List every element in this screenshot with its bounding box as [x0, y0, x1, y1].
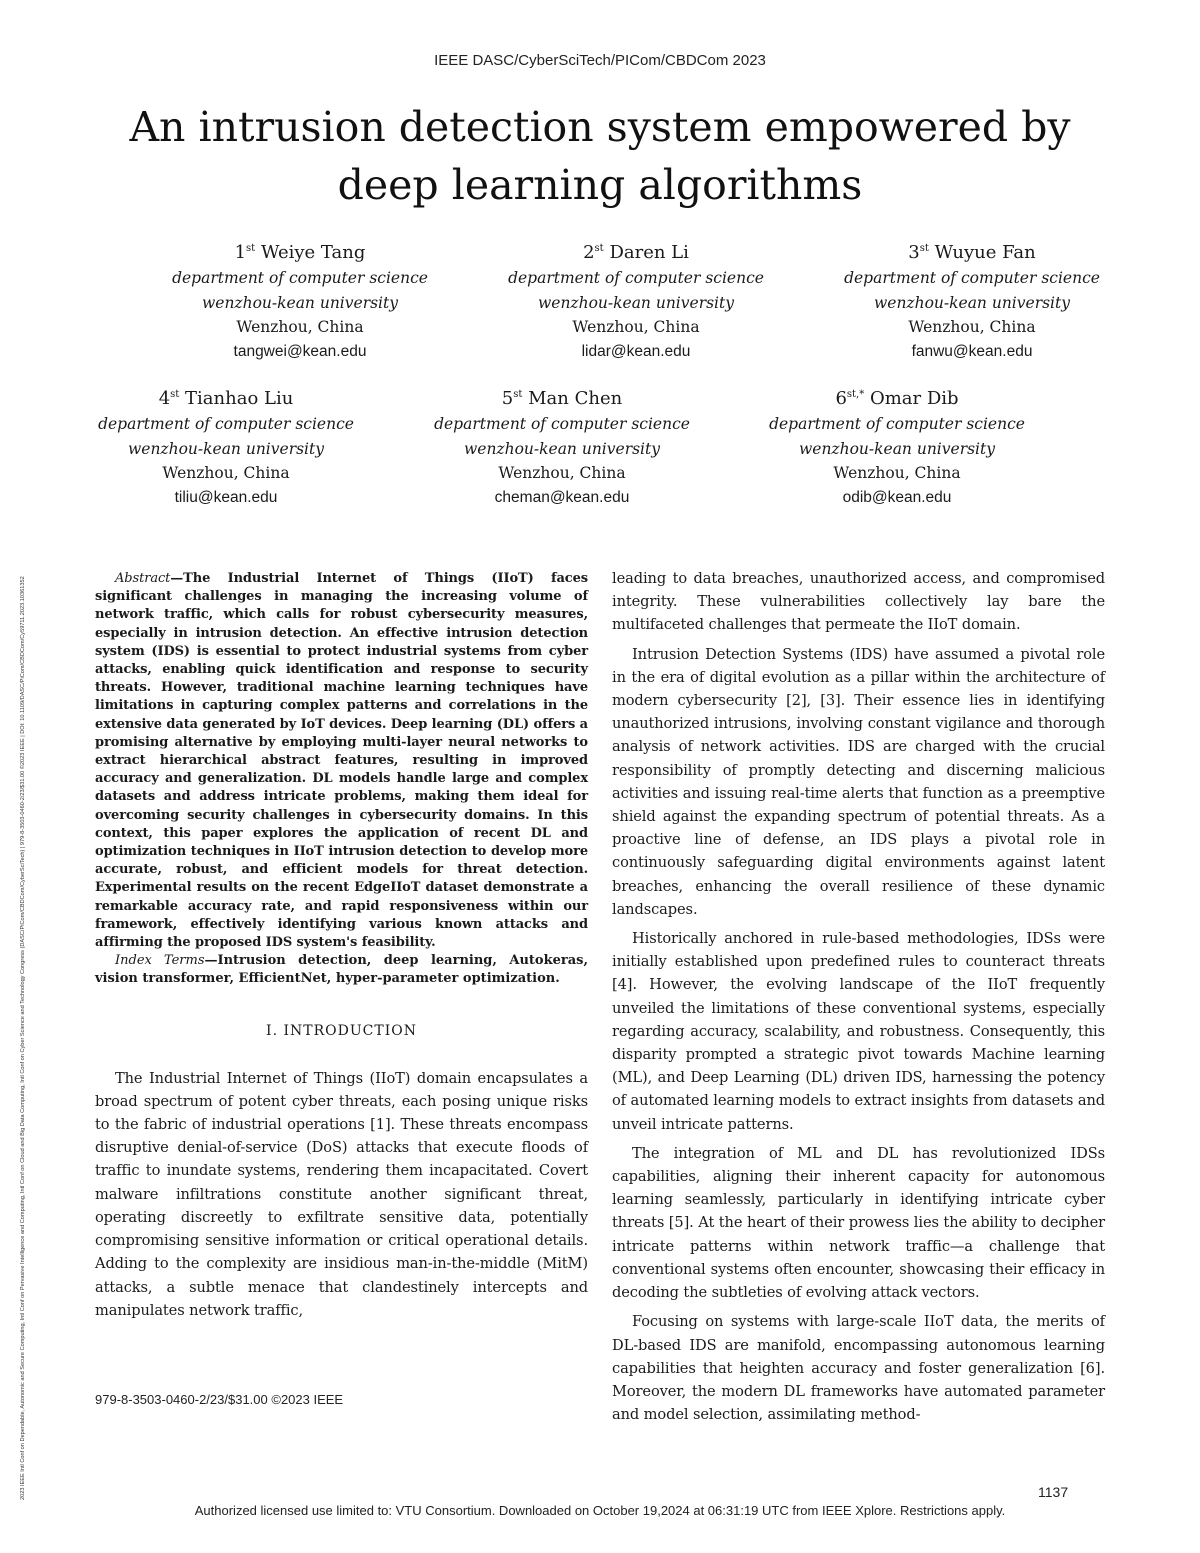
- author-university: wenzhou-kean university: [874, 293, 1070, 312]
- author-city: Wenzhou, China: [162, 464, 290, 482]
- author-university: wenzhou-kean university: [538, 293, 734, 312]
- left-column: [95, 570, 588, 1322]
- paragraph: The integration of ML and DL has revolutionized IDSs capabilities, aligning their inherent capacity for autonomous learning seamlessly, particularly in identifying intricate cyber threats [5]. At the heart of their prowess lies the ability to decipher intricate patterns within network traffic—a challenge that conventional systems often encounter, showcasing their efficacy in decoding the subtleties of evolving attack vectors.: [612, 1144, 1105, 1302]
- author-block-3: [822, 236, 1122, 364]
- author-email: tiliu@kean.edu: [174, 488, 278, 506]
- author-department: department of computer science: [844, 269, 1100, 287]
- author-name: 4st Tianhao Liu: [158, 388, 294, 409]
- author-block-5: [412, 382, 712, 510]
- author-university: wenzhou-kean university: [202, 293, 398, 312]
- paragraph: The Industrial Internet of Things (IIoT) domain encapsulates a broad spectrum of potent cyber threats, each posing unique risks to the fabric of industrial operations [1]. These threats encompass disruptive denial-of-service (DoS) attacks that execute floods of traffic to inundate systems, rendering them incapacitated. Covert malware infiltrations constitute another significant threat, operating discreetly to exfiltrate sensitive data, potentially compromising sensitive information or critical operational details. Adding to the complexity are insidious man-in-the-middle (MitM) attacks, a subtle menace that clandestinely intercepts and manipulates network traffic,: [95, 1069, 588, 1319]
- author-block-6: [747, 382, 1047, 510]
- author-block-2: [486, 236, 786, 364]
- author-city: Wenzhou, China: [908, 318, 1036, 336]
- download-footer: Authorized licensed use limited to: VTU Consortium. Downloaded on October 19,2024 at 06:31:19 UTC from IEEE Xplore. Restrictions apply.: [194, 1503, 1006, 1518]
- side-citation-text: 2023 IEEE Intl Conf on Dependable, Autonomic and Secure Computing, Intl Conf on Pervasive Intelligence and Computing, Intl Conf on Cloud and Big Data Computing, Intl Conf on Cyber Science and Technology Congress (DASC/PiCom/CBDCom/CyberSciTech) | 979-8-3503-0460-2/23/$31.00 ©2023 IEEE | DOI: 10.1109/DASC/PiCom/CBDCom/Cy59711.2023.10361352: [20, 576, 26, 1500]
- author-name: 3st Wuyue Fan: [908, 242, 1036, 263]
- abstract: Abstract—The Industrial Internet of Things (IIoT) faces significant challenges in managing the increasing volume of network traffic, which calls for robust cybersecurity measures, especially in intrusion detection. An effective intrusion detection system (IDS) is essential to protect industrial systems from cyber attacks, enabling quick identification and response to security threats. However, traditional machine learning techniques have limitations in capturing complex patterns and correlations in the extensive data generated by IoT devices. Deep learning (DL) offers a promising alternative by employing multi-layer neural networks to extract hierarchical abstract features, resulting in improved accuracy and generalization. DL models handle large and complex datasets and address intricate problems, making them ideal for overcoming security challenges in cybersecurity domains. In this context, this paper explores the application of recent DL and optimization techniques in IIoT intrusion detection to develop more accurate, robust, and efficient models for threat detection. Experimental results on the recent EdgeIIoT dataset demonstrate a remarkable accuracy rate, and rapid responsiveness within our framework, effectively identifying various known attacks and affirming the proposed IDS system's feasibility.: [95, 571, 588, 951]
- copyright-notice: 979-8-3503-0460-2/23/$31.00 ©2023 IEEE: [95, 1392, 344, 1407]
- author-name: 2st Daren Li: [583, 242, 689, 263]
- author-city: Wenzhou, China: [572, 318, 700, 336]
- paragraph: Focusing on systems with large-scale IIoT data, the merits of DL-based IDS are manifold, encompassing autonomous learning capabilities that heighten accuracy and foster generalization [6]. Moreover, the modern DL frameworks have automated parameter and model selection, assimilating method-: [612, 1313, 1105, 1424]
- section-heading: I. INTRODUCTION: [266, 1022, 417, 1039]
- author-block-1: [150, 236, 450, 364]
- paragraph: Historically anchored in rule-based methodologies, IDSs were initially established upon predefined rules to counteract threats [4]. However, the evolving landscape of the IIoT frequently unveiled the limitations of these conventional systems, especially regarding accuracy, scalability, and robustness. Consequently, this disparity prompted a strategic pivot towards Machine learning (ML), and Deep Learning (DL) driven IDS, harnessing the potency of automated learning models to extract insights from datasets and unveil intricate patterns.: [612, 930, 1105, 1133]
- paper-title: An intrusion detection system empowered by deep learning algorithms: [129, 103, 1071, 209]
- paragraph: Intrusion Detection Systems (IDS) have assumed a pivotal role in the era of digital evolution as a pillar within the architecture of modern cybersecurity [2], [3]. Their essence lies in identifying unauthorized intrusions, involving constant vigilance and thorough analysis of network activities. IDS are charged with the crucial responsibility of promptly detecting and discerning malicious activities and issuing real-time alerts that function as a preemptive shield against the expanding spectrum of potential threats. As a proactive line of defense, an IDS plays a pivotal role in continuously safeguarding digital environments against latent breaches, enhancing the overall resilience of these dynamic landscapes.: [612, 645, 1105, 918]
- author-name: $6^{st,*}$ Omar Dib: [835, 388, 959, 409]
- author-city: Wenzhou, China: [833, 464, 961, 482]
- author-email: fanwu@kean.edu: [911, 342, 1033, 360]
- author-department: department of computer science: [98, 415, 354, 433]
- right-column: [612, 567, 1105, 1432]
- author-name: 5st Man Chen: [501, 388, 623, 409]
- author-email: lidar@kean.edu: [581, 342, 691, 360]
- author-city: Wenzhou, China: [236, 318, 364, 336]
- author-department: department of computer science: [508, 269, 764, 287]
- page-number: 1137: [1038, 1484, 1069, 1500]
- index-terms: Index Terms—Intrusion detection, deep learning, Autokeras, vision transformer, EfficientNet, hyper-parameter optimization.: [95, 953, 588, 987]
- author-university: wenzhou-kean university: [464, 439, 660, 458]
- author-university: wenzhou-kean university: [128, 439, 324, 458]
- side-citation-strip: [20, 60, 36, 1500]
- author-email: odib@kean.edu: [842, 488, 952, 506]
- author-department: department of computer science: [769, 415, 1025, 433]
- author-university: wenzhou-kean university: [799, 439, 995, 458]
- author-city: Wenzhou, China: [498, 464, 626, 482]
- conference-header: IEEE DASC/CyberSciTech/PICom/CBDCom 2023: [434, 52, 766, 69]
- author-name: 1st Weiye Tang: [234, 242, 366, 263]
- author-email: cheman@kean.edu: [494, 488, 630, 506]
- author-department: department of computer science: [172, 269, 428, 287]
- author-department: department of computer science: [434, 415, 690, 433]
- paragraph: leading to data breaches, unauthorized access, and compromised integrity. These vulnerabilities collectively lay bare the multifaceted challenges that permeate the IIoT domain.: [612, 570, 1105, 634]
- author-block-4: [76, 382, 376, 510]
- author-email: tangwei@kean.edu: [233, 342, 367, 360]
